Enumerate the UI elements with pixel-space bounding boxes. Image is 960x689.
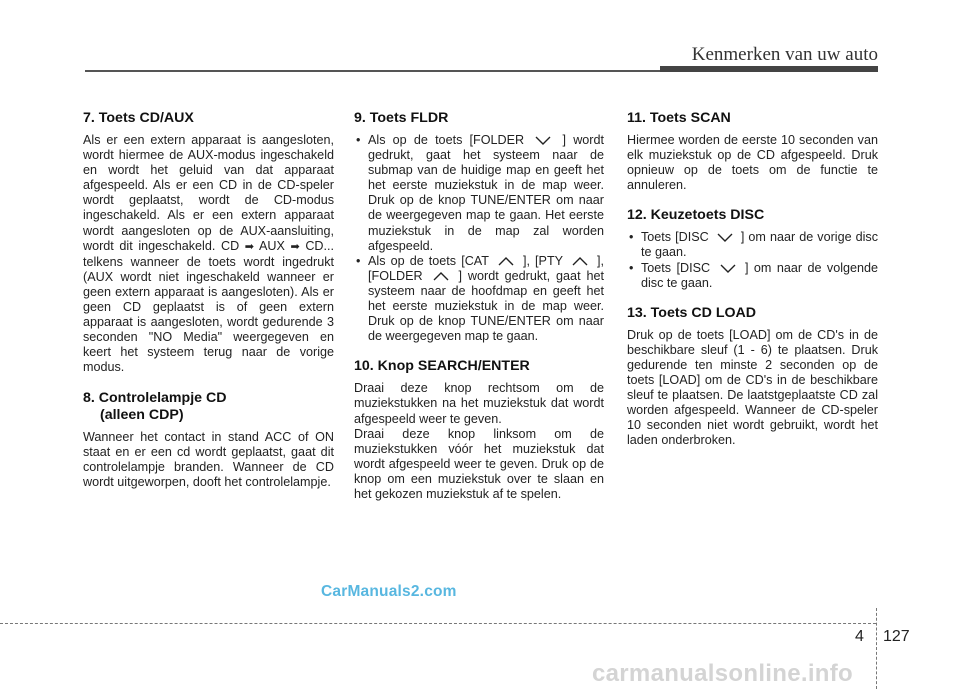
section-8-text: Wanneer het contact in stand ACC of ON staat en er een cd wordt geplaatst, gaat dit controlelampje branden. Wanneer de CD wordt uitgeworpen, dooft het controlelampje.	[83, 429, 334, 489]
bullet-text: ] om naar de vorige disc te gaan.	[641, 230, 879, 260]
bullet-text: Toets [DISC	[641, 260, 711, 275]
arrow-right-icon: ➡	[244, 240, 255, 253]
section-13-title: 13. Toets CD LOAD	[627, 304, 757, 321]
section-10-text-1: Draai deze knop rechtsom om de muziekstukken na het muziekstuk dat wordt afgespeeld weer te geven.	[354, 381, 604, 426]
header-rule-thin	[85, 70, 660, 72]
section-7-text-b: CD... telkens wanneer de toets wordt ingedrukt (AUX wordt niet ingeschakeld wanneer er geen extern apparaat is aangesloten). Als er geen CD geplaatst is of geen extern apparaat is aangesloten, wordt gedurende 3 seconden "NO Media" weergegeven en keert het systeem terug naar de vorige modus.	[83, 238, 335, 375]
section-7-title: 7. Toets CD/AUX	[83, 110, 194, 126]
section-11-text: Hiermee worden de eerste 10 seconden van elk muziekstuk op de CD afgespeeld. Druk opnieuw op de toets om de functie te annuleren.	[627, 133, 878, 193]
page-number: 127	[883, 628, 910, 645]
section-8-title	[83, 390, 334, 424]
section-9-title: 9. Toets FLDR	[354, 110, 449, 126]
chapter-number: 4	[855, 628, 864, 645]
section-8-title-line2: (alleen CDP)	[100, 406, 184, 423]
bullet-text: ] wordt gedrukt, gaat het systeem naar de submap van de huidige map en geeft het het eerste muziekstuk in de map weer. Druk op de knop TUNE/ENTER om naar de weergegeven map te gaan. Het eerste muziekstuk in de map zal worden afgespeeld.	[368, 133, 604, 253]
list-item	[354, 133, 604, 254]
chevron-down-icon	[717, 233, 733, 242]
chevron-up-icon	[498, 257, 514, 266]
section-12-list	[627, 230, 878, 290]
section-7-text	[83, 133, 334, 376]
section-11-title: 11. Toets SCAN	[627, 110, 731, 126]
bullet-text: ],	[597, 253, 605, 268]
chevron-up-icon	[572, 257, 588, 266]
list-item	[354, 254, 604, 345]
arrow-right-icon: ➡	[290, 240, 300, 253]
column-right	[627, 110, 878, 449]
chevron-up-icon	[433, 272, 449, 281]
section-13-text: Druk op de toets [LOAD] om de CD's in de beschikbare sleuf (1 - 6) te plaatsen. Druk gedurende ten minste 2 seconden op de toets [LOAD] om de CD's in de beschikbare sleuf te plaatsen. De laatstgeplaatste CD zal worden afgespeeld. Wanneer de CD-speler 10 seconden niet wordt gebruikt, wordt het laden onderbroken.	[627, 327, 878, 448]
column-middle	[354, 110, 604, 502]
bullet-text: Toets [DISC	[641, 230, 709, 245]
bullet-text: ] om naar de volgende disc te gaan.	[641, 260, 879, 290]
bullet-text: Als op de toets [CAT	[368, 253, 489, 268]
watermark-footer: carmanualsonline.info	[592, 660, 854, 687]
footer-divider	[0, 623, 876, 624]
footer-divider-vertical	[876, 608, 877, 689]
section-7-text-a: Als er een extern apparaat is aangesloten, wordt hiermee de AUX-modus ingeschakeld en wordt het geluid van dat apparaat afgespeeld. Als er een CD in de CD-speler wordt geplaatst, wordt de CD-modus ingeschakeld. Als er een extern apparaat wordt aangesloten op de AUX-aansluiting, wordt dit ingeschakeld. CD	[83, 133, 334, 253]
bullet-text: [FOLDER	[368, 268, 423, 283]
header-rule-thick	[660, 66, 878, 72]
bullet-text: ], [PTY	[522, 253, 563, 268]
list-item	[627, 261, 878, 291]
column-left	[83, 110, 334, 490]
list-item	[627, 230, 878, 260]
section-10-title: 10. Knop SEARCH/ENTER	[354, 358, 530, 375]
section-header-title: Kenmerken van uw auto	[691, 44, 878, 65]
chevron-down-icon	[535, 136, 551, 145]
section-12-title: 12. Keuzetoets DISC	[627, 207, 765, 224]
watermark-link[interactable]: CarManuals2.com	[321, 583, 457, 600]
bullet-text: ] wordt gedrukt, gaat het systeem naar de hoofdmap en geeft het het eerste muziekstuk in de map weer. Druk op de knop TUNE/ENTER om naar de weergegeven map te gaan.	[368, 268, 605, 344]
chevron-down-icon	[720, 264, 736, 273]
section-8-title-line1: 8. Controlelampje CD	[83, 389, 227, 406]
section-7-aux: AUX	[258, 238, 285, 253]
bullet-text: Als op de toets [FOLDER	[368, 133, 525, 147]
section-10-text-2: Draai deze knop linksom om de muziekstukken vóór het muziekstuk dat wordt afgespeeld weer te geven. Druk op de knop om een muziekstuk over te slaan en het gekozen muziekstuk af te spelen.	[354, 426, 604, 501]
section-9-list	[354, 133, 604, 344]
